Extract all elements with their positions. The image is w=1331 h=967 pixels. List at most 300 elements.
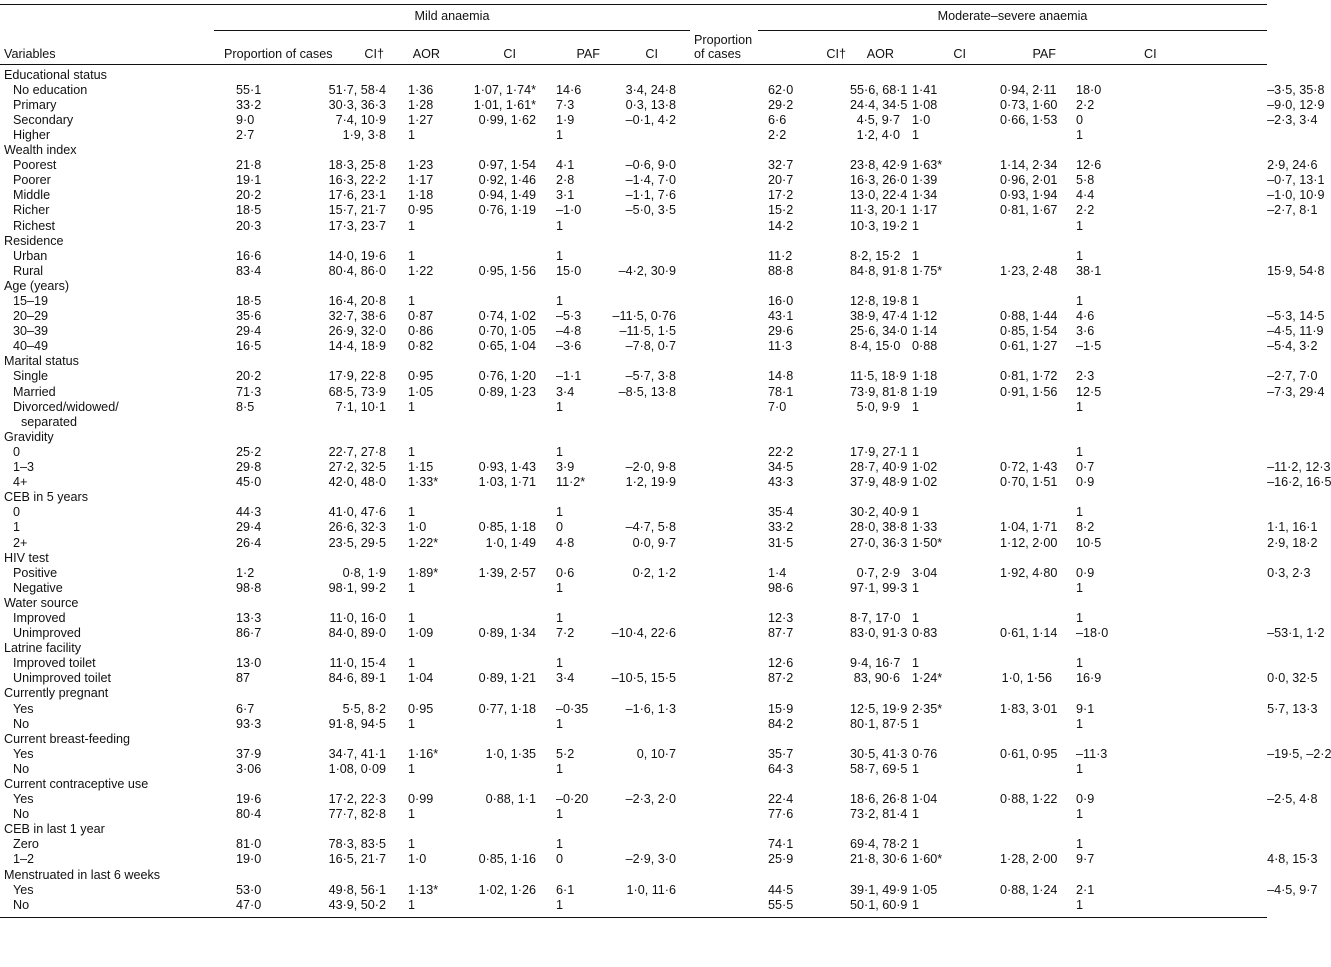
mild-paf-cell [542, 686, 602, 701]
mild-ci-cell: 0·89, 1·23 [478, 384, 536, 399]
mild-aor-cell [388, 64, 442, 83]
mild-aor-cell: 1 [408, 399, 416, 414]
variable-label: Secondary [13, 112, 74, 127]
mild-paf-cell [542, 641, 602, 656]
mild-ci-dagger-cell: 0·8, 1·9 [342, 565, 386, 580]
moderate-ci-cell [1000, 868, 1058, 883]
moderate-ci-cell: 1·23, 2·48 [1000, 263, 1058, 278]
moderate-paf-cell [1058, 822, 1267, 837]
mild-paf-cell: 0 [556, 852, 564, 867]
moderate-ci-dagger-cell [850, 732, 902, 747]
group-gap-cell [690, 490, 758, 505]
moderate-ci-cell [1000, 656, 1058, 671]
mild-ci-cell [442, 656, 542, 671]
mild-aor-cell: 1·27 [408, 112, 434, 127]
mild-aor-cell [388, 732, 442, 747]
group-gap-cell [690, 279, 758, 294]
mild-proportion-cell [214, 415, 298, 430]
mild-paf-cell: 7·3 [556, 97, 575, 112]
mild-proportion-cell [214, 686, 298, 701]
mild-ci-cell [442, 143, 542, 158]
mild-paf-cell: 3·4 [556, 384, 575, 399]
variable-label: 20–29 [13, 309, 49, 324]
mild-ci-cell [442, 807, 542, 822]
variable-label: 0 [13, 444, 21, 459]
mild-proportion-cell: 80·4 [236, 807, 262, 822]
moderate-ci-dagger-cell: 73·2, 81·4 [850, 807, 908, 822]
group-gap-cell [690, 143, 758, 158]
col-header-mod-ci-dagger: CI† [826, 46, 846, 61]
moderate-aor-cell [902, 822, 1000, 837]
moderate-aor-cell: 1 [912, 444, 920, 459]
moderate-aor-cell: 1 [912, 399, 920, 414]
mild-ci-paf-cell [602, 400, 690, 415]
mild-ci-dagger-cell: 26·9, 32·0 [328, 324, 386, 339]
moderate-paf-cell [1058, 686, 1267, 701]
variable-label: Poorest [13, 158, 57, 173]
variable-label: Married [13, 384, 56, 399]
table-row: Rural 83·4 80·4, 86·0 1·22 0·95, 1·56 15·0 –4·2, 30·9 88·8 84·8, 91·8 1·75* 1·23, 2·48 38·1 15·9, 54·8 [0, 264, 1267, 279]
group-header-row [0, 5, 1267, 31]
moderate-ci-dagger-cell: 27·0, 36·3 [850, 535, 908, 550]
mild-ci-paf-cell: 3·4, 24·8 [625, 82, 676, 97]
table-row: Primary 33·2 30·3, 36·3 1·28 1·01, 1·61* 7·3 0·3, 13·8 29·2 24·4, 34·5 1·08 0·73, 1·60 2·2 –9·0, 12·9 [0, 98, 1267, 113]
col-header-mod-aor: AOR [866, 46, 894, 61]
mild-aor-cell: 0·95 [408, 369, 434, 384]
moderate-proportion-cell: 87·7 [768, 626, 794, 641]
mild-aor-cell [388, 822, 442, 837]
moderate-aor-cell: 1·14 [912, 324, 938, 339]
moderate-ci-cell [1000, 717, 1058, 732]
moderate-proportion-cell [758, 415, 850, 430]
moderate-ci-cell [1000, 279, 1058, 294]
mild-ci-dagger-cell: 77·7, 82·8 [328, 807, 386, 822]
mild-ci-cell: 0·94, 1·49 [478, 188, 536, 203]
table-row [0, 581, 1267, 596]
anaemia-table [0, 4, 1331, 918]
category-row [0, 490, 1267, 505]
moderate-proportion-cell: 35·4 [768, 505, 794, 520]
mild-ci-paf-cell: –0·6, 9·0 [625, 158, 676, 173]
mild-ci-paf-cell: 1·2, 19·9 [625, 475, 676, 490]
mild-aor-cell: 1 [408, 444, 416, 459]
moderate-paf-cell [1058, 279, 1267, 294]
category-row [0, 279, 1267, 294]
category-row [0, 822, 1267, 837]
variable-label: Middle [13, 188, 51, 203]
mild-aor-cell [388, 868, 442, 883]
mild-proportion-cell: 16·5 [236, 339, 262, 354]
mild-aor-cell: 1 [408, 127, 416, 142]
mild-ci-paf-cell: –1·6, 1·3 [625, 701, 676, 716]
mild-ci-cell: 1·03, 1·71 [478, 475, 536, 490]
mild-ci-dagger-cell: 26·6, 32·3 [328, 520, 386, 535]
mild-ci-dagger-cell [298, 143, 388, 158]
variable-label: 1–2 [13, 852, 35, 867]
mild-proportion-cell: 26·4 [236, 535, 262, 550]
mild-proportion-cell: 19·0 [236, 852, 262, 867]
moderate-aor-cell: 1·12 [912, 309, 938, 324]
moderate-ci-dagger-cell: 8·4, 15·0 [850, 339, 901, 354]
mild-proportion-cell: 45·0 [236, 475, 262, 490]
mild-aor-cell: 1 [408, 837, 416, 852]
mild-ci-dagger-cell [298, 868, 388, 883]
category-label: Age (years) [4, 278, 70, 293]
mild-proportion-cell [214, 64, 298, 83]
col-header-mod-proportion-line1: Proportion [694, 32, 753, 47]
mild-ci-dagger-cell: 11·0, 16·0 [329, 610, 386, 625]
moderate-proportion-cell [758, 430, 850, 445]
mild-proportion-cell: 93·3 [236, 716, 262, 731]
mild-ci-paf-cell [602, 430, 690, 445]
variable-label: 2+ [13, 535, 28, 550]
mild-paf-cell [542, 279, 602, 294]
moderate-aor-cell [902, 490, 1000, 505]
moderate-proportion-cell: 29·6 [768, 324, 794, 339]
col-header-mild-ci-dagger: CI† [364, 46, 384, 61]
mild-paf-cell: 3·4 [556, 671, 575, 686]
moderate-aor-cell: 0·83 [912, 626, 938, 641]
moderate-ci-dagger-cell: 23·8, 42·9 [850, 158, 908, 173]
group-gap-cell [690, 400, 758, 415]
table-row: 1–2 19·0 16·5, 21·7 1·0 0·85, 1·16 0 –2·9, 3·0 25·9 21·8, 30·6 1·60* 1·28, 2·00 9·7 4·8, 15·3 [0, 852, 1267, 867]
variable-label: Poorer [13, 173, 51, 188]
variable-label: Unimproved [13, 626, 81, 641]
moderate-ci-cell: 0·93, 1·94 [1000, 188, 1058, 203]
mild-ci-paf-cell [602, 777, 690, 792]
moderate-proportion-cell [758, 732, 850, 747]
mild-proportion-cell: 19·1 [236, 173, 262, 188]
moderate-ci-cell: 0·72, 1·43 [1000, 460, 1058, 475]
mild-proportion-cell [214, 777, 298, 792]
moderate-ci-dagger-cell [850, 490, 902, 505]
mild-paf-cell: 2·8 [556, 173, 575, 188]
moderate-ci-cell [1000, 415, 1058, 430]
mild-ci-dagger-cell [298, 354, 388, 369]
moderate-paf-cell [1058, 868, 1267, 883]
variable-label: No [13, 897, 30, 912]
table-row [0, 656, 1267, 671]
group-gap-cell [690, 641, 758, 656]
group-gap-cell [690, 385, 758, 400]
group-gap-cell [690, 324, 758, 339]
moderate-proportion-cell [758, 777, 850, 792]
variable-label: separated [21, 414, 78, 429]
moderate-ci-cell [1000, 400, 1058, 415]
category-label: Menstruated in last 6 weeks [4, 867, 161, 882]
mild-ci-dagger-cell: 32·7, 38·6 [328, 309, 386, 324]
moderate-proportion-cell [758, 686, 850, 701]
moderate-ci-dagger-cell [850, 143, 902, 158]
col-header-mild-ci: CI [503, 46, 516, 61]
table-row [0, 611, 1267, 626]
moderate-ci-dagger-cell: 55·6, 68·1 [850, 82, 908, 97]
moderate-ci-dagger-cell: 17·9, 27·1 [850, 444, 908, 459]
mild-proportion-cell: 37·9 [236, 746, 262, 761]
moderate-aor-cell [902, 354, 1000, 369]
mild-aor-cell: 1·22 [408, 263, 434, 278]
mild-paf-cell: 1 [556, 656, 564, 671]
moderate-aor-cell: 1 [912, 897, 920, 912]
moderate-ci-dagger-cell [850, 868, 902, 883]
moderate-ci-cell: 0·61, 0·95 [1000, 746, 1058, 761]
table-row: Yes 6·7 5·5, 8·2 0·95 0·77, 1·18 –0·35 –1·6, 1·3 15·9 12·5, 19·9 2·35* 1·83, 3·01 9·1 5·7, 13·3 [0, 702, 1267, 717]
group-gap-cell [690, 234, 758, 249]
mild-ci-cell [442, 777, 542, 792]
moderate-aor-cell: 1 [912, 837, 920, 852]
mild-ci-paf-cell [602, 490, 690, 505]
moderate-ci-cell: 0·88, 1·22 [1000, 792, 1058, 807]
moderate-ci-dagger-cell: 83·0, 91·3 [850, 626, 908, 641]
mild-paf-cell [542, 143, 602, 158]
moderate-ci-dagger-cell: 28·7, 40·9 [850, 460, 908, 475]
moderate-ci-cell: 0·94, 2·11 [1000, 82, 1057, 97]
mild-aor-cell: 0·87 [408, 309, 434, 324]
moderate-paf-cell [1058, 234, 1267, 249]
mild-paf-cell: 1 [556, 399, 564, 414]
mild-ci-cell: 0·77, 1·18 [478, 701, 536, 716]
mild-ci-paf-cell [602, 128, 690, 143]
moderate-ci-cell: 0·91, 1·56 [1000, 384, 1058, 399]
mild-aor-cell: 1 [408, 610, 416, 625]
mild-ci-dagger-cell [298, 596, 388, 611]
mild-proportion-cell: 18·5 [236, 203, 262, 218]
moderate-paf-cell: 4·6 [1076, 309, 1095, 324]
mild-ci-dagger-cell: 17·9, 22·8 [328, 369, 386, 384]
mild-paf-cell: 4·8 [556, 535, 575, 550]
table-row [0, 128, 1267, 143]
category-row [0, 732, 1267, 747]
mild-proportion-cell: 29·8 [236, 460, 262, 475]
moderate-paf-cell: 4·4 [1076, 188, 1095, 203]
mild-ci-paf-cell: 0·3, 13·8 [625, 97, 676, 112]
moderate-ci-cell: 1·0, 1·56 [1001, 671, 1052, 686]
moderate-ci-cell [1000, 219, 1058, 234]
variable-label: 0 [13, 505, 21, 520]
moderate-paf-cell: 0·9 [1076, 475, 1095, 490]
group-gap-cell [690, 852, 758, 867]
mild-paf-cell: 0·6 [556, 565, 575, 580]
moderate-paf-cell: 0·9 [1076, 792, 1095, 807]
mild-paf-cell [542, 430, 602, 445]
moderate-proportion-cell: 62·0 [768, 82, 794, 97]
mild-ci-dagger-cell: 16·3, 22·2 [328, 173, 386, 188]
table-row: Unimproved 86·7 84·0, 89·0 1·09 0·89, 1·34 7·2 –10·4, 22·6 87·7 83·0, 91·3 0·83 0·61, 1·14 –18·0 –53·1, 1·2 [0, 626, 1267, 641]
mild-ci-paf-cell: –11·5, 0·76 [612, 309, 676, 324]
moderate-proportion-cell [758, 143, 850, 158]
mild-paf-cell: 1 [556, 837, 564, 852]
mild-ci-paf-cell: –0·1, 4·2 [625, 112, 676, 127]
mild-ci-paf-cell: –8·5, 13·8 [618, 384, 676, 399]
moderate-aor-cell: 1·17 [912, 203, 938, 218]
moderate-proportion-cell: 77·6 [768, 807, 794, 822]
moderate-proportion-cell: 35·7 [768, 746, 794, 761]
moderate-aor-cell: 1·63* [912, 158, 943, 173]
moderate-ci-dagger-cell: 8·7, 17·0 [850, 610, 901, 625]
variable-label: 4+ [13, 475, 28, 490]
moderate-paf-cell: 1 [1076, 837, 1084, 852]
mild-ci-cell [442, 354, 542, 369]
moderate-aor-cell: 2·35* [912, 701, 943, 716]
category-row [0, 777, 1267, 792]
moderate-paf-cell: 1 [1076, 248, 1084, 263]
moderate-paf-cell: 1 [1076, 294, 1084, 308]
mild-ci-dagger-cell: 91·8, 94·5 [328, 716, 386, 731]
moderate-proportion-cell: 64·3 [768, 761, 794, 776]
moderate-ci-cell: 0·66, 1·53 [1000, 112, 1058, 127]
mild-proportion-cell: 29·4 [236, 520, 262, 535]
mild-proportion-cell: 87 [236, 671, 251, 686]
mild-ci-cell [442, 868, 542, 883]
mild-proportion-cell: 81·0 [236, 837, 262, 852]
moderate-aor-cell: 1 [912, 505, 920, 520]
group-gap-cell [690, 822, 758, 837]
moderate-ci-dagger-cell: 30·2, 40·9 [850, 505, 908, 520]
mild-ci-cell: 0·85, 1·16 [478, 852, 536, 867]
mild-paf-cell: 1 [556, 897, 564, 912]
moderate-aor-cell: 1 [912, 807, 920, 822]
mild-ci-paf-cell [602, 279, 690, 294]
table-row [0, 400, 1267, 415]
moderate-aor-cell: 1 [912, 127, 920, 142]
category-row [0, 234, 1267, 249]
moderate-ci-dagger-cell: 69·4, 78·2 [850, 837, 908, 852]
mild-ci-cell: 0·88, 1·1 [485, 792, 536, 807]
variable-label: Richest [13, 218, 55, 233]
moderate-proportion-cell: 11·3 [768, 339, 793, 354]
moderate-paf-cell: 1 [1076, 610, 1084, 625]
mild-ci-dagger-cell [298, 64, 388, 83]
mild-ci-dagger-cell: 17·6, 23·1 [328, 188, 386, 203]
group-gap-cell [690, 219, 758, 234]
category-label: Residence [4, 233, 64, 248]
moderate-ci-cell: 0·88, 1·44 [1000, 309, 1058, 324]
moderate-aor-cell: 1·39 [912, 173, 938, 188]
category-row [0, 596, 1267, 611]
variable-label: Rural [13, 263, 44, 278]
variable-label: No [13, 807, 30, 822]
mild-ci-dagger-cell: 15·7, 21·7 [328, 203, 386, 218]
mild-proportion-cell: 35·6 [236, 309, 262, 324]
moderate-proportion-cell: 1·4 [768, 565, 787, 580]
table-row [0, 445, 1267, 460]
group-gap-cell [690, 702, 758, 717]
moderate-ci-cell [1000, 143, 1058, 158]
mild-ci-dagger-cell: 34·7, 41·1 [328, 746, 386, 761]
mild-ci-paf-cell [602, 445, 690, 460]
moderate-proportion-cell: 25·9 [768, 852, 794, 867]
col-header-mild-ci-paf: CI [645, 46, 658, 61]
mild-paf-cell: 7·2 [556, 626, 575, 641]
mild-paf-cell: 0 [556, 520, 564, 535]
moderate-ci-dagger-cell: 0·7, 2·9 [856, 565, 900, 580]
table-row: Yes 53·0 49·8, 56·1 1·13* 1·02, 1·26 6·1 1·0, 11·6 44·5 39·1, 49·9 1·05 0·88, 1·24 2·1 –4·5, 9·7 [0, 883, 1267, 898]
mild-aor-cell [388, 143, 442, 158]
mild-ci-dagger-cell [298, 234, 388, 249]
moderate-ci-cell: 0·81, 1·67 [1000, 203, 1058, 218]
mild-ci-cell: 1·0, 1·49 [485, 535, 536, 550]
moderate-ci-dagger-cell [850, 64, 902, 83]
moderate-proportion-cell: 2·2 [768, 127, 787, 142]
table-row [0, 807, 1267, 822]
mild-aor-cell: 0·95 [408, 203, 434, 218]
mild-ci-paf-cell [602, 551, 690, 566]
moderate-proportion-cell [758, 822, 850, 837]
group-gap-cell [690, 671, 758, 686]
mild-ci-dagger-cell [298, 822, 388, 837]
moderate-ci-dagger-cell: 21·8, 30·6 [850, 852, 908, 867]
col-header-mod-paf: PAF [1032, 46, 1056, 61]
moderate-ci-cell: 0·61, 1·27 [1000, 339, 1058, 354]
moderate-aor-cell: 1·0 [912, 112, 931, 127]
variable-label: Positive [13, 565, 58, 580]
mild-proportion-cell [214, 234, 298, 249]
mild-paf-cell: 1 [556, 807, 564, 822]
mild-proportion-cell: 13·0 [236, 656, 262, 671]
mild-ci-paf-cell [602, 505, 690, 520]
mild-ci-cell: 0·93, 1·43 [478, 460, 536, 475]
mild-aor-cell: 1·09 [408, 626, 434, 641]
mild-proportion-cell [214, 490, 298, 505]
moderate-ci-cell: 1·83, 3·01 [1000, 701, 1058, 716]
mild-ci-dagger-cell: 18·3, 25·8 [328, 158, 386, 173]
mild-ci-cell [442, 219, 542, 234]
mild-ci-cell [442, 732, 542, 747]
mild-paf-cell: 1·9 [556, 112, 575, 127]
mild-aor-cell: 1·28 [408, 97, 434, 112]
moderate-aor-cell: 1·08 [912, 97, 938, 112]
moderate-proportion-cell: 11·2 [768, 248, 793, 263]
moderate-paf-cell [1058, 143, 1267, 158]
variable-label: Higher [13, 127, 51, 142]
mild-ci-dagger-cell [298, 430, 388, 445]
moderate-ci-dagger-cell: 25·6, 34·0 [850, 324, 908, 339]
moderate-ci-cell [1000, 551, 1058, 566]
moderate-ci-dagger-cell [850, 777, 902, 792]
moderate-aor-cell: 1·34 [912, 188, 938, 203]
group-gap-cell [690, 475, 758, 490]
moderate-ci-cell [1000, 807, 1058, 822]
mild-paf-cell: 1 [556, 761, 564, 776]
category-label: HIV test [4, 550, 49, 565]
mild-paf-cell: –5·3 [556, 309, 582, 324]
table-row: Unimproved toilet 87 84·6, 89·1 1·04 0·89, 1·21 3·4 –10·5, 15·5 87·2 83, 90·6 1·24* 1·0, 1·56 16·9 0·0, 32·5 [0, 671, 1267, 686]
col-header-variables: Variables [4, 46, 56, 61]
mild-proportion-cell: 98·8 [236, 580, 262, 595]
mild-ci-cell [442, 898, 542, 918]
mild-ci-cell [442, 505, 542, 520]
mild-ci-paf-cell [602, 249, 690, 264]
moderate-aor-cell: 1 [912, 656, 920, 671]
variable-label: Unimproved toilet [13, 671, 111, 686]
moderate-ci-cell [1000, 445, 1058, 460]
column-header-row [0, 31, 1267, 65]
mild-ci-dagger-cell [298, 415, 388, 430]
mild-paf-cell: 1 [556, 127, 564, 142]
table-row [0, 898, 1267, 918]
moderate-proportion-cell: 74·1 [768, 837, 794, 852]
moderate-paf-cell: 1 [1076, 580, 1084, 595]
mild-ci-paf-cell: –10·4, 22·6 [611, 626, 676, 641]
mild-proportion-cell: 33·2 [236, 97, 262, 112]
moderate-aor-cell [902, 868, 1000, 883]
group-header-blank [0, 5, 214, 31]
mild-paf-cell: –0·35 [556, 701, 589, 716]
mild-ci-paf-cell [602, 581, 690, 596]
mild-ci-paf-cell: –10·5, 15·5 [611, 671, 676, 686]
moderate-ci-dagger-cell: 1·2, 4·0 [856, 127, 900, 142]
mild-aor-cell [388, 415, 442, 430]
